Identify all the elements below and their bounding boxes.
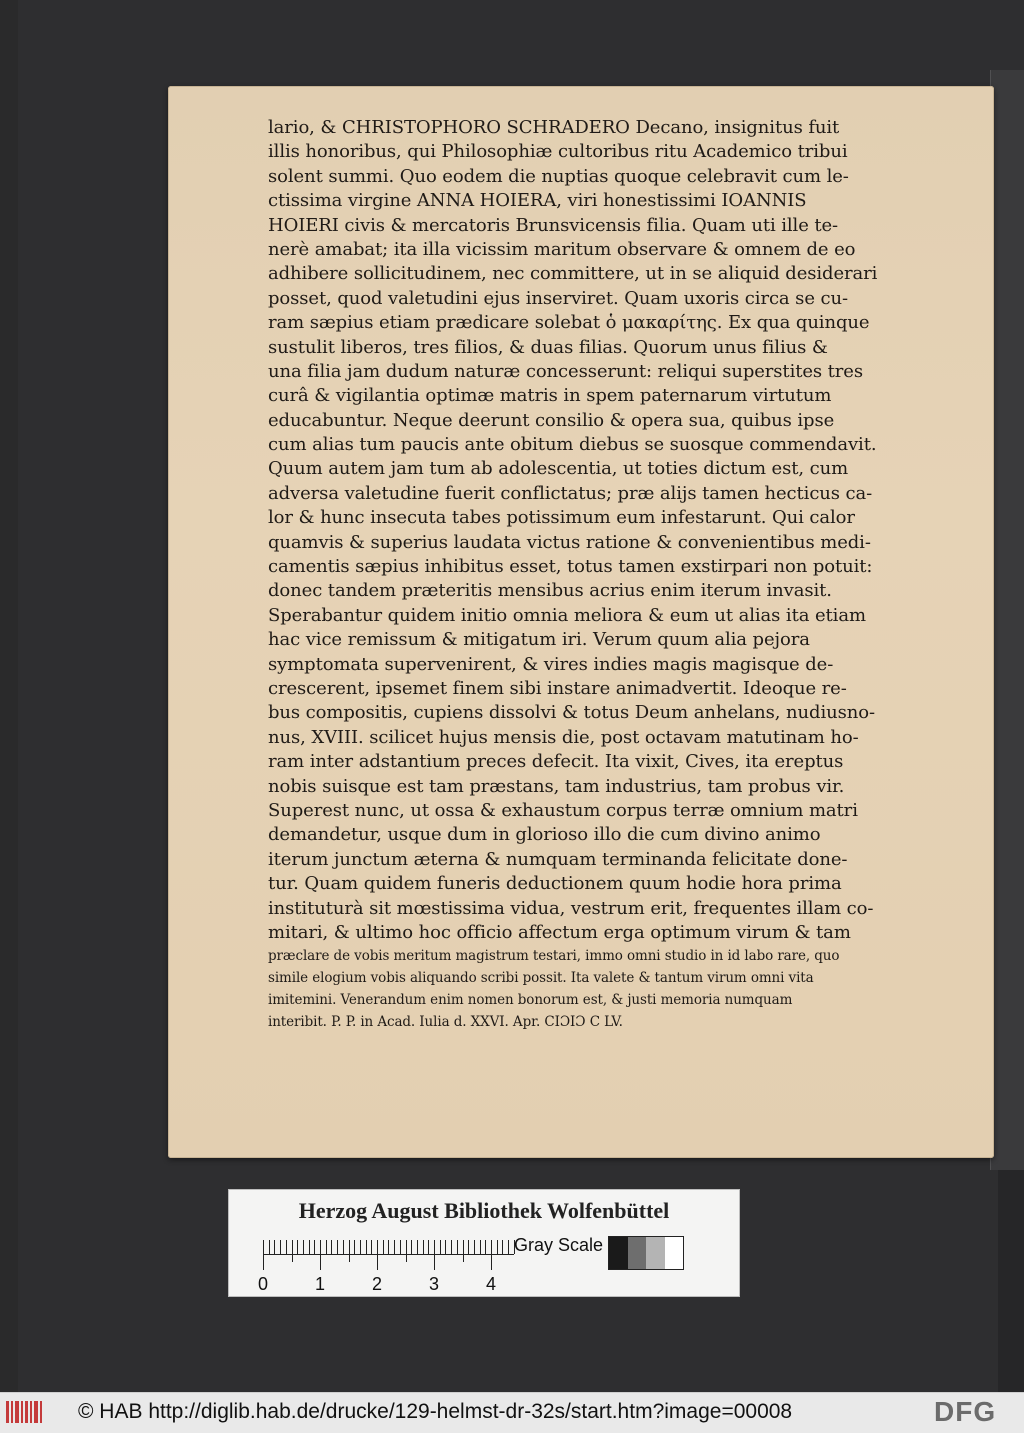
ruler-tick [303,1240,304,1254]
gray-swatch [609,1237,628,1269]
gray-swatch [646,1237,665,1269]
text-line: Quum autem jam tum ab adolescentia, ut toties dictum est, cum [268,458,849,480]
adjacent-page-edge [990,70,1024,1170]
ruler-tick [309,1240,310,1254]
text-line: posset, quod valetudini ejus inserviret. Quam uxoris circa se cu- [268,287,848,309]
ruler-tick [451,1240,452,1254]
page-text [268,116,938,1033]
adjacent-page-shadow [998,1170,1024,1392]
text-line: HOIERI civis & mercatoris Brunsvicensis filia. Quam uti ille te- [268,214,839,236]
ruler-number-2: 2 [372,1274,383,1294]
ruler-tick [417,1240,418,1254]
gray-scale-swatches [608,1236,684,1270]
ruler-number-0: 0 [258,1274,269,1294]
text-line: crescerent, ipsemet finem sibi instare animadvertit. Ideoque re- [268,677,847,699]
ruler-tick [383,1240,384,1254]
ruler-tick [269,1240,270,1254]
ruler-tick [485,1240,486,1254]
ruler-tick [411,1240,412,1254]
ruler-tick [349,1240,350,1262]
text-line: adhibere sollicitudinem, nec committere, ut in se aliquid desiderari [268,263,878,285]
ruler-number-3: 3 [429,1274,440,1294]
ruler-tick [337,1240,338,1254]
text-line: adversa valetudine fuerit conflictatus; præ alijs tamen hecticus ca- [268,482,873,504]
ruler-tick [406,1240,407,1262]
text-line-small: interibit. P. P. in Acad. Iulia d. XXVI. Apr. CIƆIƆ C LV. [268,1014,623,1031]
text-line: symptomata supervenirent, & vires indies magis magisque de- [268,653,834,675]
ruler-tick [400,1240,401,1254]
text-line: mitari, & ultimo hoc officio affectum erga optimum virum & tam [268,921,851,943]
ruler-tick [497,1240,498,1254]
ruler-tick [343,1240,344,1254]
text-line: lor & hunc insecuta tabes potissimum eum infestarunt. Qui calor [268,507,855,529]
text-line: tur. Quam quidem funeris deductionem quum hodie hora prima [268,873,842,895]
ruler-tick [297,1240,298,1254]
ruler-tick [292,1240,293,1262]
ruler-tick [491,1240,492,1270]
barcode-icon [6,1399,44,1425]
ruler-tick [320,1240,321,1270]
ruler-tick [423,1240,424,1254]
ruler-number-1: 1 [315,1274,326,1294]
text-line: ram sæpius etiam prædicare solebat ὁ μακαρίτης. Ex qua quinque [268,312,870,334]
ruler-tick [366,1240,367,1254]
text-line-small: imitemini. Venerandum enim nomen bonorum est, & justi memoria numquam [268,992,793,1009]
text-line: camentis sæpius inhibitus esset, totus tamen exstirpari non potuit: [268,556,873,578]
gray-scale-label: Gray Scale [514,1235,604,1255]
ruler-tick [457,1240,458,1254]
ruler-tick [474,1240,475,1254]
ruler-tick [388,1240,389,1254]
ruler-tick [263,1240,264,1270]
text-line: ram inter adstantium preces defecit. Ita vixit, Cives, ita ereptus [268,751,844,773]
ruler-tick [326,1240,327,1254]
ruler-tick [280,1240,281,1254]
dfg-logo: DFG [934,1396,997,1427]
text-line: nobis suisque est tam præstans, tam industrius, tam probus vir. [268,775,845,797]
text-line: illis honoribus, qui Philosophiæ cultoribus ritu Academico tribui [268,141,848,163]
ruler-tick [434,1240,435,1270]
ruler-tick [394,1240,395,1254]
text-line: nus, XVIII. scilicet hujus mensis die, post octavam matutinam ho- [268,726,859,748]
ruler-tick [314,1240,315,1254]
ruler-tick [502,1240,503,1254]
gray-swatch [665,1237,684,1269]
text-line: Superest nunc, ut ossa & exhaustum corpus terræ omnium matri [268,799,858,821]
ruler-tick [286,1240,287,1254]
text-line: bus compositis, cupiens dissolvi & totus Deum anhelans, nudiusno- [268,702,875,724]
ruler-tick [508,1240,509,1254]
text-line: una filia jam dudum naturæ concesserunt: reliqui superstites tres [268,360,863,382]
ruler-scale-line [263,1254,514,1255]
text-line: solent summi. Quo eodem die nuptias quoque celebravit cum le- [268,165,849,187]
ruler-number-4: 4 [486,1274,497,1294]
ruler-tick [463,1240,464,1262]
ruler-tick [468,1240,469,1254]
text-line: quamvis & superius laudata victus ratione & convenientibus medi- [268,531,871,553]
ruler-tick [331,1240,332,1254]
ruler-tick [360,1240,361,1254]
text-line-small: præclare de vobis meritum magistrum testari, immo omni studio in id labo rare, quo [268,948,840,965]
text-line: hac vice remissum & mitigatum iri. Verum quum alia pejora [268,629,810,651]
footer-permalink[interactable]: © HAB http://diglib.hab.de/drucke/129-helmst-dr-32s/start.htm?image=00008 [78,1400,793,1423]
text-line: lario, & CHRISTOPHORO SCHRADERO Decano, insignitus fuit [268,117,840,138]
text-line: Sperabantur quidem initio omnia meliora & eum ut alias ita etiam [268,604,866,626]
ruler-tick [354,1240,355,1254]
text-line: demandetur, usque dum in glorioso illo die cum divino animo [268,824,821,846]
text-line: instituturà sit mœstissima vidua, vestrum erit, frequentes illam co- [268,897,874,919]
ruler-tick [480,1240,481,1254]
ruler-tick [428,1240,429,1254]
gray-swatch [628,1237,647,1269]
text-line: sustulit liberos, tres filios, & duas filias. Quorum unus filius & [268,336,828,358]
ruler-tick [274,1240,275,1254]
ruler-tick [371,1240,372,1254]
text-line-small: simile elogium vobis aliquando scribi possit. Ita valete & tantum virum omni vita [268,970,814,987]
ruler-title: Herzog August Bibliothek Wolfenbüttel [298,1198,670,1223]
ruler-tick [377,1240,378,1270]
text-line: curâ & vigilantia optimæ matris in spem paternarum virtutum [268,385,832,407]
text-line: iterum junctum æterna & numquam terminanda felicitate done- [268,848,848,870]
text-line: nerè amabat; ita illa vicissim maritum observare & omnem de eo [268,238,856,260]
text-line: cum alias tum paucis ante obitum diebus se suosque commendavit. [268,434,877,456]
text-line: ctissima virgine ANNA HOIERA, viri honestissimi IOANNIS [268,190,807,212]
text-line: donec tandem præteritis mensibus acrius enim iterum invasit. [268,580,832,602]
ruler-tick [440,1240,441,1254]
text-line: educabuntur. Neque deerunt consilio & opera sua, quibus ipse [268,409,835,431]
ruler-tick [445,1240,446,1254]
